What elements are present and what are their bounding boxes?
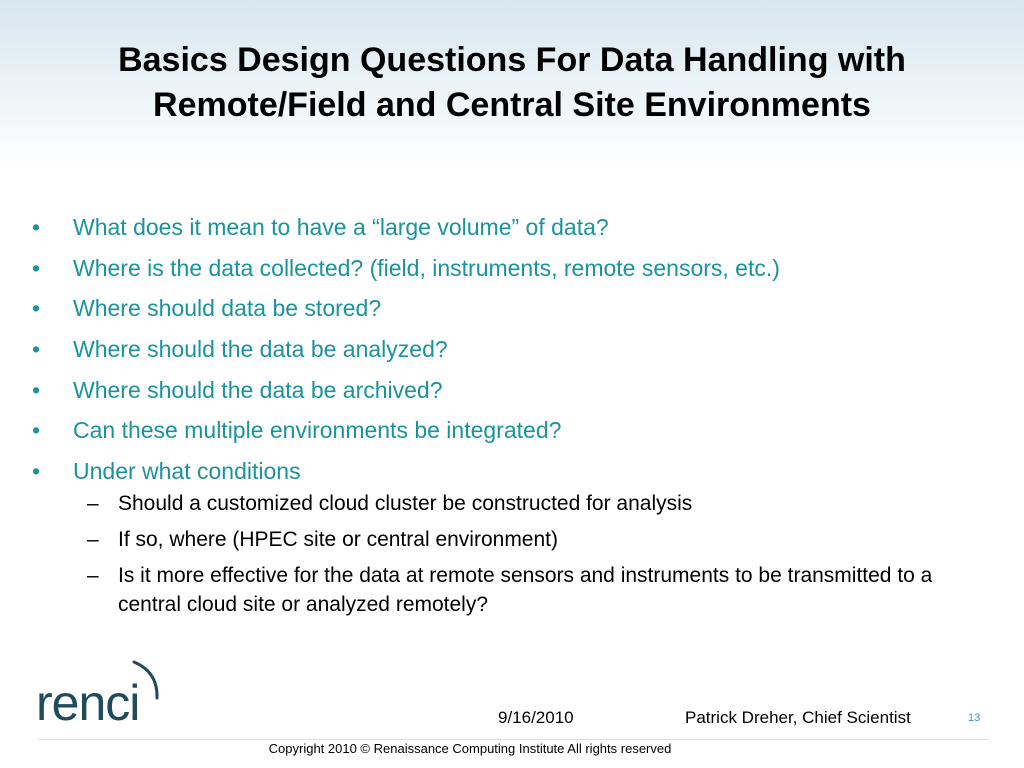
bullet-dot-icon: • [32, 417, 41, 444]
sub-bullet-text: Should a customized cloud cluster be constructed for analysis [118, 491, 693, 515]
bullet-item [0, 457, 1024, 486]
bullet-item [0, 335, 1024, 364]
bullet-list [0, 213, 1024, 626]
bullet-text: Where should the data be archived? [73, 376, 443, 403]
sub-bullet-text: If so, where (HPEC site or central environment) [118, 527, 558, 551]
sub-bullet-item [0, 489, 1024, 518]
footer-author: Patrick Dreher, Chief Scientist [685, 708, 911, 727]
sub-bullet-item [0, 525, 1024, 554]
bullet-text: Under what conditions [73, 458, 301, 485]
sub-bullet-list [0, 489, 1024, 619]
dash-icon: – [87, 491, 99, 515]
bullet-text: What does it mean to have a “large volume” of data? [73, 214, 609, 240]
bullet-item [0, 416, 1024, 445]
page-number: 13 [968, 712, 981, 724]
slide-title-line-2: Remote/Field and Central Site Environments [153, 86, 871, 124]
sub-bullet-group [0, 489, 1024, 619]
bullet-text: Where should the data be analyzed? [73, 336, 448, 363]
slide-title [0, 38, 1024, 128]
bullet-text: Where is the data collected? (field, instruments, remote sensors, etc.) [73, 254, 780, 281]
dash-icon: – [87, 527, 99, 551]
bullet-text: Where should data be stored? [73, 295, 382, 322]
bullet-dot-icon: • [32, 214, 41, 240]
bullet-dot-icon: • [32, 376, 41, 403]
sub-bullet-text: Is it more effective for the data at remote sensors and instruments to be transmitted to a central cloud site or analyzed remotely? [118, 563, 933, 616]
dash-icon: – [87, 563, 99, 587]
bullet-item [0, 254, 1024, 283]
footer-date: 9/16/2010 [498, 708, 574, 727]
bullet-item [0, 294, 1024, 323]
slide-title-line-1: Basics Design Questions For Data Handling with [118, 41, 906, 79]
renci-logo [36, 658, 166, 728]
bullet-item [0, 213, 1024, 242]
copyright-notice: Copyright 2010 © Renaissance Computing Institute All rights reserved [268, 741, 672, 756]
bullet-dot-icon: • [32, 458, 41, 485]
logo-wordmark: renci [36, 675, 140, 728]
bullet-dot-icon: • [32, 254, 41, 281]
bullet-item [0, 376, 1024, 405]
bullet-dot-icon: • [32, 295, 41, 322]
bullet-text: Can these multiple environments be integrated? [73, 417, 562, 444]
bullet-dot-icon: • [32, 336, 41, 363]
footer-divider [38, 739, 988, 740]
sub-bullet-item [0, 561, 1024, 619]
